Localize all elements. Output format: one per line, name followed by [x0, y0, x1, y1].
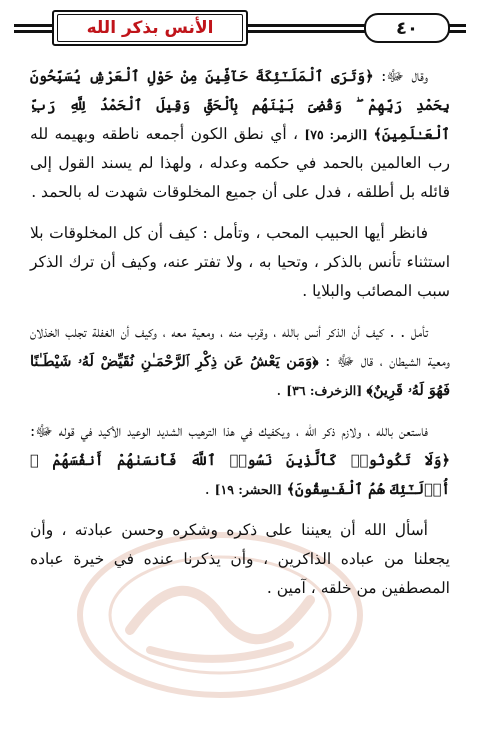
- paragraph-text: فانظر أيها الحبيب المحب ، وتأمل : كيف أن كل المخلوقات بلا استثناء تأنس بالذكر ، وتحيا به ، ولا تفتر عنه، وكيف أن ترك الذكر سبب المصائب والبلايا .: [30, 224, 450, 300]
- paragraph-4: [30, 417, 450, 504]
- verse-reference: [الزخرف: ٣٦]: [286, 383, 367, 398]
- page-header: [14, 10, 466, 48]
- page-number: ٤٠: [364, 13, 450, 43]
- paragraph-5: [30, 516, 450, 603]
- quran-verse: ﴿وَلَا تَكُونُوا۟ كَٱلَّذِينَ نَسُوا۟ ٱللَّهَ فَأَنسَىٰهُمْ أَنفُسَهُمْ ۚ أُو۟لَـٰٓئِكَ هُمُ ٱلْفَـٰسِقُونَ﴾: [30, 452, 450, 498]
- paragraph-text: .: [204, 480, 215, 498]
- paragraph-2: [30, 219, 450, 306]
- verse-reference: [الحشر: ١٩]: [214, 482, 287, 497]
- paragraph-text: .: [276, 381, 287, 399]
- paragraph-text: ، أي نطق الكون أجمعه ناطقه وبهيمه لله رب العالمين بالحمد في حكمه وعدله ، ولهذا لم يسند القول إلى قائله بل أطلقه ، فدل على أن جميع المخلوقات شهدت له بالحمد .: [30, 125, 450, 201]
- quran-verse: ﴿وَتَرَى ٱلْمَلَـٰٓئِكَةَ حَآفِّينَ مِنْ حَوْلِ ٱلْعَرْشِ يُسَبِّحُونَ بِحَمْدِ رَبِّهِمْ ۖ وَقُضِىَ بَيْنَهُم بِٱلْحَقِّ وَقِيلَ ٱلْحَمْدُ لِلَّهِ رَبِّ ٱلْعَـٰلَمِينَ﴾: [30, 68, 450, 143]
- page-body: [30, 62, 450, 615]
- paragraph-text: وقال ﷻ:: [373, 67, 429, 85]
- quran-verse: ﴿وَمَن يَعْشُ عَن ذِكْرِ ٱلرَّحْمَـٰنِ نُقَيِّضْ لَهُۥ شَيْطَـٰنًا فَهُوَ لَهُۥ قَرِينٌ﴾: [30, 353, 450, 399]
- paragraph-text: تأمل . . كيف أن الذكر أنس بالله ، وقرب منه ، ومعية معه ، وكيف أن الغفلة تجلب الخذلان ومعية الشيطان ، قال ﷻ :: [30, 323, 450, 370]
- paragraph-text: أسأل الله أن يعيننا على ذكره وشكره وحسن عبادته ، وأن يجعلنا من عباده الذاكرين ، وأن يذكرنا عنده في خيرة عباده المصطفين من خلقه ، آمين .: [30, 521, 450, 597]
- paragraph-3: [30, 318, 450, 405]
- paragraph-text: فاستعن بالله ، ولازم ذكر الله ، ويكفيك في هذا الترهيب الشديد الوعيد الأكيد في قوله ﷻ:: [30, 422, 428, 440]
- running-title: الأنس بذكر الله: [57, 14, 243, 42]
- verse-reference: [الزمر: ٧٥]: [304, 127, 374, 142]
- paragraph-1: [30, 62, 450, 207]
- title-frame: [52, 10, 248, 46]
